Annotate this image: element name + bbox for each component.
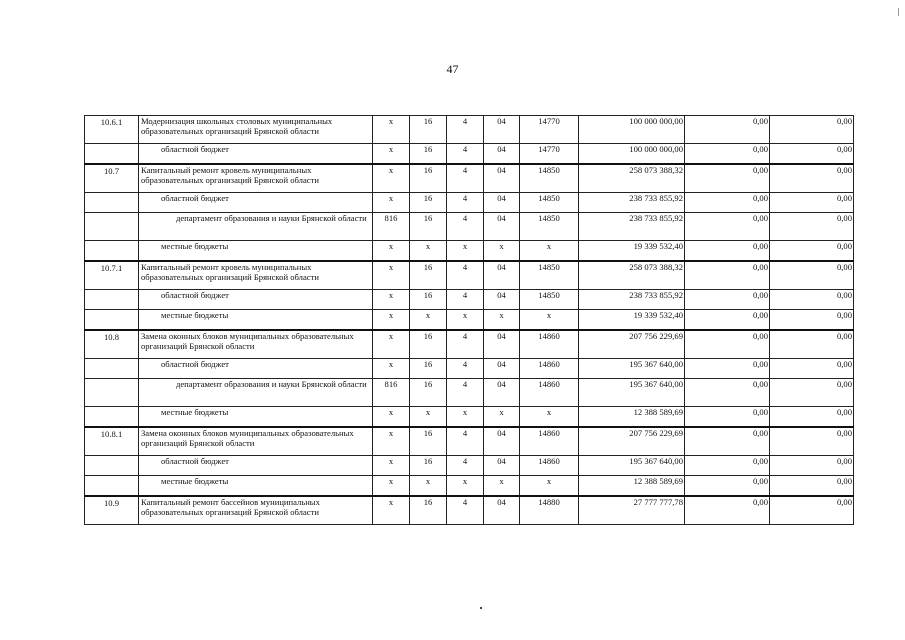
cell-code-3: 4 xyxy=(447,290,484,310)
cell-code-1: х xyxy=(373,310,410,331)
cell-code-1: х xyxy=(373,496,410,525)
cell-name: областной бюджет xyxy=(139,359,373,379)
cell-code-3: 4 xyxy=(447,193,484,213)
cell-code-5: 14770 xyxy=(520,116,579,144)
table-row xyxy=(85,330,854,359)
cell-row-number: 10.6.1 xyxy=(85,116,139,144)
cell-value-1: 0,00 xyxy=(685,164,770,193)
cell-value-1: 0,00 xyxy=(685,261,770,290)
cell-code-4: 04 xyxy=(484,164,520,193)
cell-value-1: 0,00 xyxy=(685,330,770,359)
cell-row-number xyxy=(85,290,139,310)
cell-code-5: 14850 xyxy=(520,193,579,213)
cell-row-number xyxy=(85,310,139,331)
cell-code-2: х xyxy=(410,241,447,262)
cell-name: местные бюджеты xyxy=(139,241,373,262)
cell-code-3: 4 xyxy=(447,116,484,144)
cell-code-3: х xyxy=(447,310,484,331)
cell-code-2: 16 xyxy=(410,379,447,407)
cell-code-5: х xyxy=(520,407,579,428)
cell-row-number: 10.8 xyxy=(85,330,139,359)
cell-code-5: 14860 xyxy=(520,379,579,407)
table-row xyxy=(85,476,854,497)
cell-code-5: 14770 xyxy=(520,144,579,165)
cell-code-3: 4 xyxy=(447,496,484,525)
cell-code-3: 4 xyxy=(447,427,484,456)
cell-code-4: 04 xyxy=(484,359,520,379)
cell-code-4: х xyxy=(484,476,520,497)
cell-row-number xyxy=(85,193,139,213)
scan-edge-mark xyxy=(898,8,899,16)
cell-amount: 19 339 532,40 xyxy=(579,241,685,262)
cell-code-3: 4 xyxy=(447,359,484,379)
cell-code-3: 4 xyxy=(447,164,484,193)
cell-amount: 238 733 855,92 xyxy=(579,213,685,241)
cell-amount: 27 777 777,78 xyxy=(579,496,685,525)
cell-value-2: 0,00 xyxy=(770,261,854,290)
cell-amount: 195 367 640,00 xyxy=(579,359,685,379)
table-row xyxy=(85,261,854,290)
cell-code-3: 4 xyxy=(447,213,484,241)
cell-code-2: 16 xyxy=(410,193,447,213)
cell-name: департамент образования и науки Брянской области xyxy=(139,379,373,407)
cell-code-1: х xyxy=(373,476,410,497)
table-row xyxy=(85,407,854,428)
table-row xyxy=(85,379,854,407)
cell-amount: 238 733 855,92 xyxy=(579,290,685,310)
cell-code-4: 04 xyxy=(484,290,520,310)
cell-code-3: х xyxy=(447,407,484,428)
cell-value-1: 0,00 xyxy=(685,407,770,428)
cell-code-1: х xyxy=(373,427,410,456)
cell-code-2: 16 xyxy=(410,496,447,525)
cell-amount: 238 733 855,92 xyxy=(579,193,685,213)
cell-row-number xyxy=(85,407,139,428)
page-number: 47 xyxy=(446,62,459,76)
cell-value-2: 0,00 xyxy=(770,330,854,359)
cell-value-2: 0,00 xyxy=(770,496,854,525)
cell-code-2: 16 xyxy=(410,427,447,456)
cell-code-4: 04 xyxy=(484,427,520,456)
cell-code-2: 16 xyxy=(410,330,447,359)
cell-code-5: 14860 xyxy=(520,456,579,476)
cell-value-1: 0,00 xyxy=(685,241,770,262)
cell-value-2: 0,00 xyxy=(770,213,854,241)
cell-value-1: 0,00 xyxy=(685,144,770,165)
cell-value-1: 0,00 xyxy=(685,193,770,213)
table-row xyxy=(85,310,854,331)
cell-code-5: 14850 xyxy=(520,164,579,193)
cell-name: департамент образования и науки Брянской области xyxy=(139,213,373,241)
cell-value-2: 0,00 xyxy=(770,407,854,428)
cell-code-2: х xyxy=(410,476,447,497)
cell-name: Модернизация школьных столовых муниципальных образовательных организаций Брянской области xyxy=(139,116,373,144)
cell-code-4: 04 xyxy=(484,193,520,213)
cell-amount: 258 073 388,32 xyxy=(579,164,685,193)
cell-value-2: 0,00 xyxy=(770,290,854,310)
cell-code-2: 16 xyxy=(410,164,447,193)
cell-value-1: 0,00 xyxy=(685,310,770,331)
cell-code-5: х xyxy=(520,241,579,262)
cell-code-4: 04 xyxy=(484,496,520,525)
cell-row-number: 10.8.1 xyxy=(85,427,139,456)
cell-name: Капитальный ремонт бассейнов муниципальных образовательных организаций Брянской области xyxy=(139,496,373,525)
cell-code-1: 816 xyxy=(373,213,410,241)
cell-value-2: 0,00 xyxy=(770,144,854,165)
cell-code-3: 4 xyxy=(447,379,484,407)
cell-value-2: 0,00 xyxy=(770,241,854,262)
table-row xyxy=(85,213,854,241)
cell-code-5: 14860 xyxy=(520,330,579,359)
cell-code-3: х xyxy=(447,241,484,262)
table-row xyxy=(85,359,854,379)
table-row xyxy=(85,241,854,262)
cell-amount: 195 367 640,00 xyxy=(579,456,685,476)
cell-code-4: 04 xyxy=(484,144,520,165)
cell-amount: 207 756 229,69 xyxy=(579,330,685,359)
cell-value-2: 0,00 xyxy=(770,193,854,213)
cell-value-2: 0,00 xyxy=(770,456,854,476)
cell-code-4: 04 xyxy=(484,213,520,241)
cell-code-3: х xyxy=(447,476,484,497)
cell-code-2: 16 xyxy=(410,261,447,290)
cell-row-number: 10.7 xyxy=(85,164,139,193)
cell-code-1: х xyxy=(373,241,410,262)
cell-code-4: 04 xyxy=(484,330,520,359)
cell-code-5: 14850 xyxy=(520,261,579,290)
cell-code-1: х xyxy=(373,359,410,379)
cell-value-2: 0,00 xyxy=(770,310,854,331)
cell-amount: 19 339 532,40 xyxy=(579,310,685,331)
cell-code-1: х xyxy=(373,164,410,193)
cell-code-1: х xyxy=(373,261,410,290)
cell-value-1: 0,00 xyxy=(685,476,770,497)
cell-name: областной бюджет xyxy=(139,193,373,213)
cell-value-1: 0,00 xyxy=(685,213,770,241)
cell-value-2: 0,00 xyxy=(770,427,854,456)
cell-code-4: х xyxy=(484,407,520,428)
cell-value-2: 0,00 xyxy=(770,476,854,497)
cell-code-3: 4 xyxy=(447,330,484,359)
cell-name: областной бюджет xyxy=(139,456,373,476)
cell-value-1: 0,00 xyxy=(685,116,770,144)
cell-row-number xyxy=(85,379,139,407)
cell-code-4: 04 xyxy=(484,261,520,290)
cell-amount: 12 388 589,69 xyxy=(579,476,685,497)
cell-name: Капитальный ремонт кровель муниципальных образовательных организаций Брянской области xyxy=(139,164,373,193)
cell-code-1: х xyxy=(373,290,410,310)
table-row xyxy=(85,290,854,310)
table-row xyxy=(85,144,854,165)
cell-amount: 100 000 000,00 xyxy=(579,144,685,165)
cell-code-5: 14860 xyxy=(520,427,579,456)
cell-code-4: 04 xyxy=(484,379,520,407)
cell-value-1: 0,00 xyxy=(685,290,770,310)
cell-value-1: 0,00 xyxy=(685,379,770,407)
cell-amount: 12 388 589,69 xyxy=(579,407,685,428)
cell-code-2: х xyxy=(410,407,447,428)
cell-code-4: 04 xyxy=(484,456,520,476)
cell-row-number xyxy=(85,359,139,379)
scan-speck xyxy=(480,607,482,609)
cell-value-2: 0,00 xyxy=(770,164,854,193)
cell-code-5: 14860 xyxy=(520,359,579,379)
cell-code-2: 16 xyxy=(410,359,447,379)
cell-name: Замена оконных блоков муниципальных образовательных организаций Брянской области xyxy=(139,330,373,359)
cell-code-2: 16 xyxy=(410,456,447,476)
cell-code-1: х xyxy=(373,193,410,213)
cell-value-1: 0,00 xyxy=(685,359,770,379)
table-row xyxy=(85,456,854,476)
table-row xyxy=(85,116,854,144)
cell-code-1: 816 xyxy=(373,379,410,407)
cell-code-2: 16 xyxy=(410,116,447,144)
table-row xyxy=(85,427,854,456)
cell-code-3: 4 xyxy=(447,261,484,290)
cell-code-4: х xyxy=(484,310,520,331)
budget-table-body xyxy=(85,116,854,525)
cell-name: областной бюджет xyxy=(139,144,373,165)
cell-code-5: 14880 xyxy=(520,496,579,525)
cell-name: местные бюджеты xyxy=(139,407,373,428)
cell-value-2: 0,00 xyxy=(770,116,854,144)
cell-code-2: х xyxy=(410,310,447,331)
cell-code-1: х xyxy=(373,144,410,165)
cell-row-number xyxy=(85,456,139,476)
cell-row-number xyxy=(85,241,139,262)
cell-code-4: 04 xyxy=(484,116,520,144)
cell-code-5: 14850 xyxy=(520,213,579,241)
cell-code-2: 16 xyxy=(410,290,447,310)
table-row xyxy=(85,164,854,193)
cell-amount: 100 000 000,00 xyxy=(579,116,685,144)
cell-amount: 195 367 640,00 xyxy=(579,379,685,407)
cell-code-5: х xyxy=(520,476,579,497)
cell-name: Замена оконных блоков муниципальных образовательных организаций Брянской области xyxy=(139,427,373,456)
cell-code-5: х xyxy=(520,310,579,331)
table-row xyxy=(85,193,854,213)
cell-code-3: 4 xyxy=(447,456,484,476)
cell-name: местные бюджеты xyxy=(139,476,373,497)
cell-name: областной бюджет xyxy=(139,290,373,310)
cell-value-2: 0,00 xyxy=(770,359,854,379)
cell-amount: 207 756 229,69 xyxy=(579,427,685,456)
budget-table xyxy=(84,115,854,525)
cell-code-1: х xyxy=(373,456,410,476)
cell-code-1: х xyxy=(373,407,410,428)
cell-name: Капитальный ремонт кровель муниципальных образовательных организаций Брянской области xyxy=(139,261,373,290)
cell-code-3: 4 xyxy=(447,144,484,165)
cell-value-1: 0,00 xyxy=(685,427,770,456)
cell-code-5: 14850 xyxy=(520,290,579,310)
cell-row-number: 10.7.1 xyxy=(85,261,139,290)
cell-value-2: 0,00 xyxy=(770,379,854,407)
cell-row-number: 10.9 xyxy=(85,496,139,525)
cell-code-2: 16 xyxy=(410,144,447,165)
cell-row-number xyxy=(85,144,139,165)
cell-code-2: 16 xyxy=(410,213,447,241)
cell-row-number xyxy=(85,213,139,241)
cell-code-1: х xyxy=(373,330,410,359)
cell-value-1: 0,00 xyxy=(685,496,770,525)
cell-name: местные бюджеты xyxy=(139,310,373,331)
cell-code-1: х xyxy=(373,116,410,144)
cell-value-1: 0,00 xyxy=(685,456,770,476)
cell-amount: 258 073 388,32 xyxy=(579,261,685,290)
table-row xyxy=(85,496,854,525)
cell-code-4: х xyxy=(484,241,520,262)
cell-row-number xyxy=(85,476,139,497)
